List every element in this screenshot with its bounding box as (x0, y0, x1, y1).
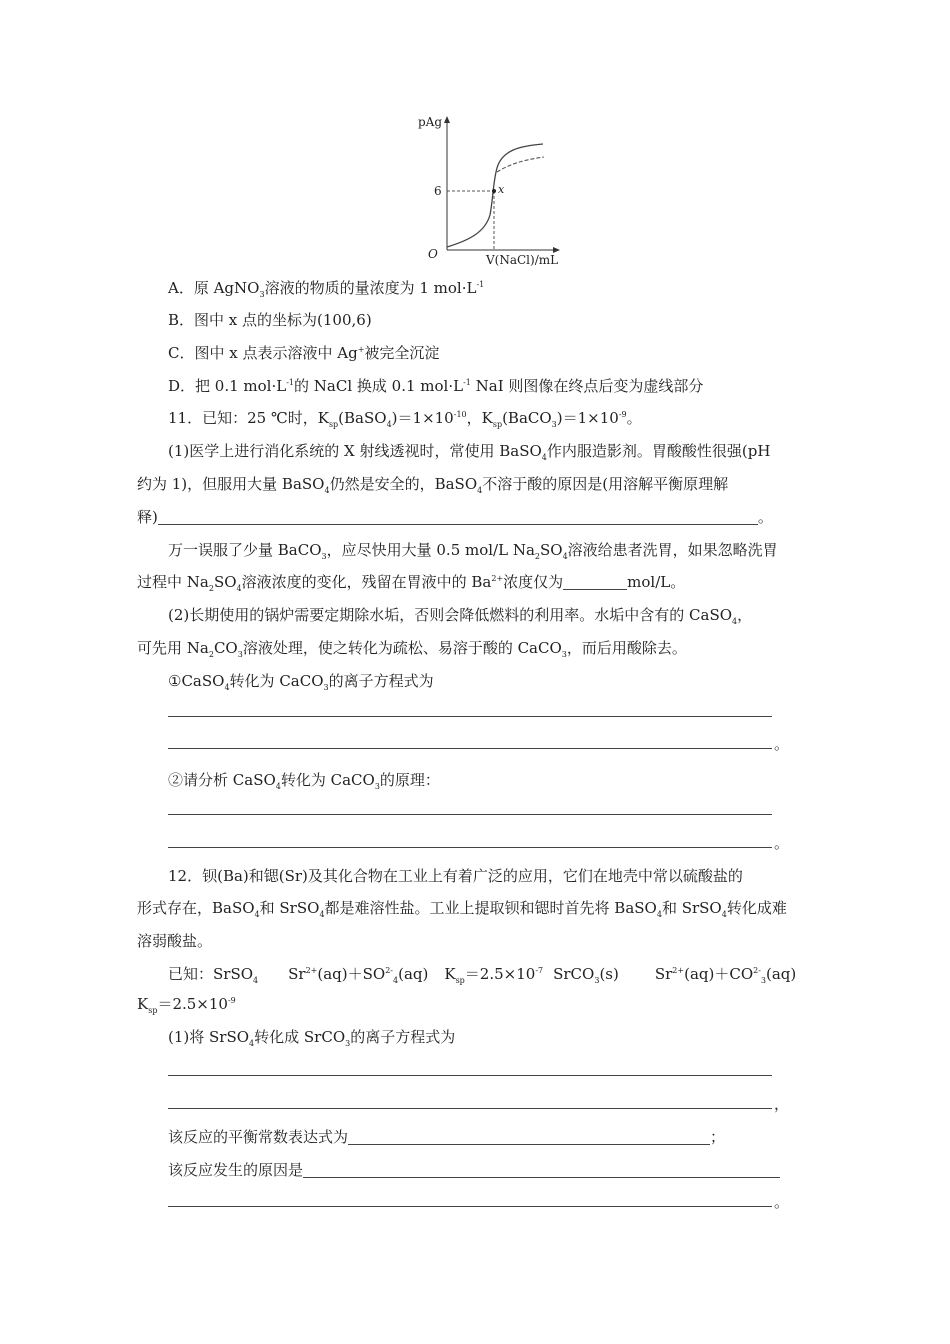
q12-reason-blank[interactable] (303, 1163, 780, 1178)
q11-sub1-answer-line-1[interactable] (168, 716, 772, 717)
q11-part1-line2: 约为 1)，但服用大量 BaSO$_4$仍然是安全的，BaSO$_4$不溶于酸的原因是(用溶解平衡原理解 (137, 475, 729, 495)
series-dashed (497, 157, 544, 172)
y-tick-label: 6 (434, 184, 442, 198)
x-axis-label: V(NaCl)/mL (486, 253, 559, 267)
q12-sub1-end: ， (774, 1095, 790, 1113)
q12-sub1-answer-line-2[interactable] (168, 1108, 772, 1109)
q11-part2-line1: (2)长期使用的锅炉需要定期除水垢，否则会降低燃料的利用率。水垢中含有的 CaSO$_4$， (168, 606, 753, 626)
q12-reason-answer-line-2[interactable] (168, 1206, 772, 1207)
q11-part1-line5: 过程中 $Na_2SO_4$溶液浓度的变化，残留在胃液中的 $Ba^{2+}$浓度仅为 mol/L。 (137, 573, 686, 593)
option-c: C．图中 x 点表示溶液中 Ag+被完全沉淀 (168, 344, 440, 362)
q12-known-line: 已知：SrSO$_4$ $Sr^{2+}(aq)+SO^{2-}_4(aq)$ $K_{sp}=2.5\times 10^{-7}$ SrCO$_3$(s) $Sr^{2+}(aq)+CO^{2-}_3(aq)$ (168, 965, 797, 985)
q12-expression-blank[interactable] (348, 1130, 710, 1145)
q11-sub2-answer-line-1[interactable] (168, 814, 772, 815)
option-a: A．原 AgNO$_3$溶液的物质的量浓度为 1 $mol\cdot L^{-1}$ (168, 279, 485, 299)
q12-line2: 形式存在，BaSO$_4$和 SrSO$_4$都是难溶性盐。工业上提取钡和锶时首先将 BaSO$_4$和 SrSO$_4$转化成难 (137, 899, 787, 919)
q11-stem: 11．已知：25 ℃时，$K_{sp}(BaSO_4)=1\times 10^{-10}$，$K_{sp}(BaCO_3)=1\times 10^{-9}$。 (168, 409, 642, 429)
q11-sub1-end: 。 (774, 735, 790, 753)
option-d: D．把 0.1 $mol\cdot L^{-1}$的 NaCl 换成 0.1 $mol\cdot L^{-1}$ NaI 则图像在终点后变为虚线部分 (168, 377, 704, 395)
option-b: B．图中 x 点的坐标为(100,6) (168, 311, 372, 329)
q11-part1-line1: (1)医学上进行消化系统的 X 射线透视时，常使用 BaSO$_4$作内服造影剂。胃酸酸性很强(pH (168, 442, 771, 462)
q12-line1: 12．钡(Ba)和锶(Sr)及其化合物在工业上有着广泛的应用，它们在地壳中常以硫酸盐的 (168, 867, 743, 885)
pag-titration-chart (0, 0, 950, 280)
y-axis-arrow (444, 116, 450, 123)
origin-label: O (428, 247, 438, 261)
series-solid (447, 144, 543, 247)
q11-answer-blank-1[interactable] (158, 510, 758, 525)
q12-reason-line: 该反应发生的原因是 (168, 1160, 780, 1180)
q11-sub1: ①CaSO$_4$转化为 CaCO$_3$的离子方程式为 (168, 672, 434, 692)
q11-sub2-answer-line-2[interactable] (168, 847, 772, 848)
q12-sub1: (1)将 SrSO$_4$转化成 SrCO$_3$的离子方程式为 (168, 1028, 456, 1048)
q11-part2-line2: 可先用 $Na_2CO_3$溶液处理，使之转化为疏松、易溶于酸的 CaCO$_3$，而后用酸除去。 (137, 639, 687, 659)
q12-sub1-answer-line-1[interactable] (168, 1075, 772, 1076)
q11-answer-blank-ba[interactable] (563, 575, 627, 590)
q12-reason-end: 。 (774, 1193, 790, 1211)
q11-sub2: ②请分析 CaSO$_4$转化为 CaCO$_3$的原理： (168, 771, 440, 791)
q11-sub1-answer-line-2[interactable] (168, 748, 772, 749)
q12-known-line2: $K_{sp}=2.5\times 10^{-9}$ (137, 995, 236, 1015)
q11-sub2-end: 。 (774, 834, 790, 852)
point-x (492, 189, 496, 193)
q11-part1-line4: 万一误服了少量 BaCO$_3$，应尽快用大量 0.5 mol/L $Na_2SO_4$溶液给患者洗胃，如果忽略洗胃 (168, 541, 778, 561)
y-axis-label: pAg (418, 115, 443, 129)
q12-expression-line: 该反应的平衡常数表达式为 ； (168, 1128, 726, 1146)
point-x-label: x (498, 183, 505, 196)
q11-part1-line3: 释) 。 (137, 508, 773, 526)
q12-line3: 溶弱酸盐。 (137, 932, 213, 950)
